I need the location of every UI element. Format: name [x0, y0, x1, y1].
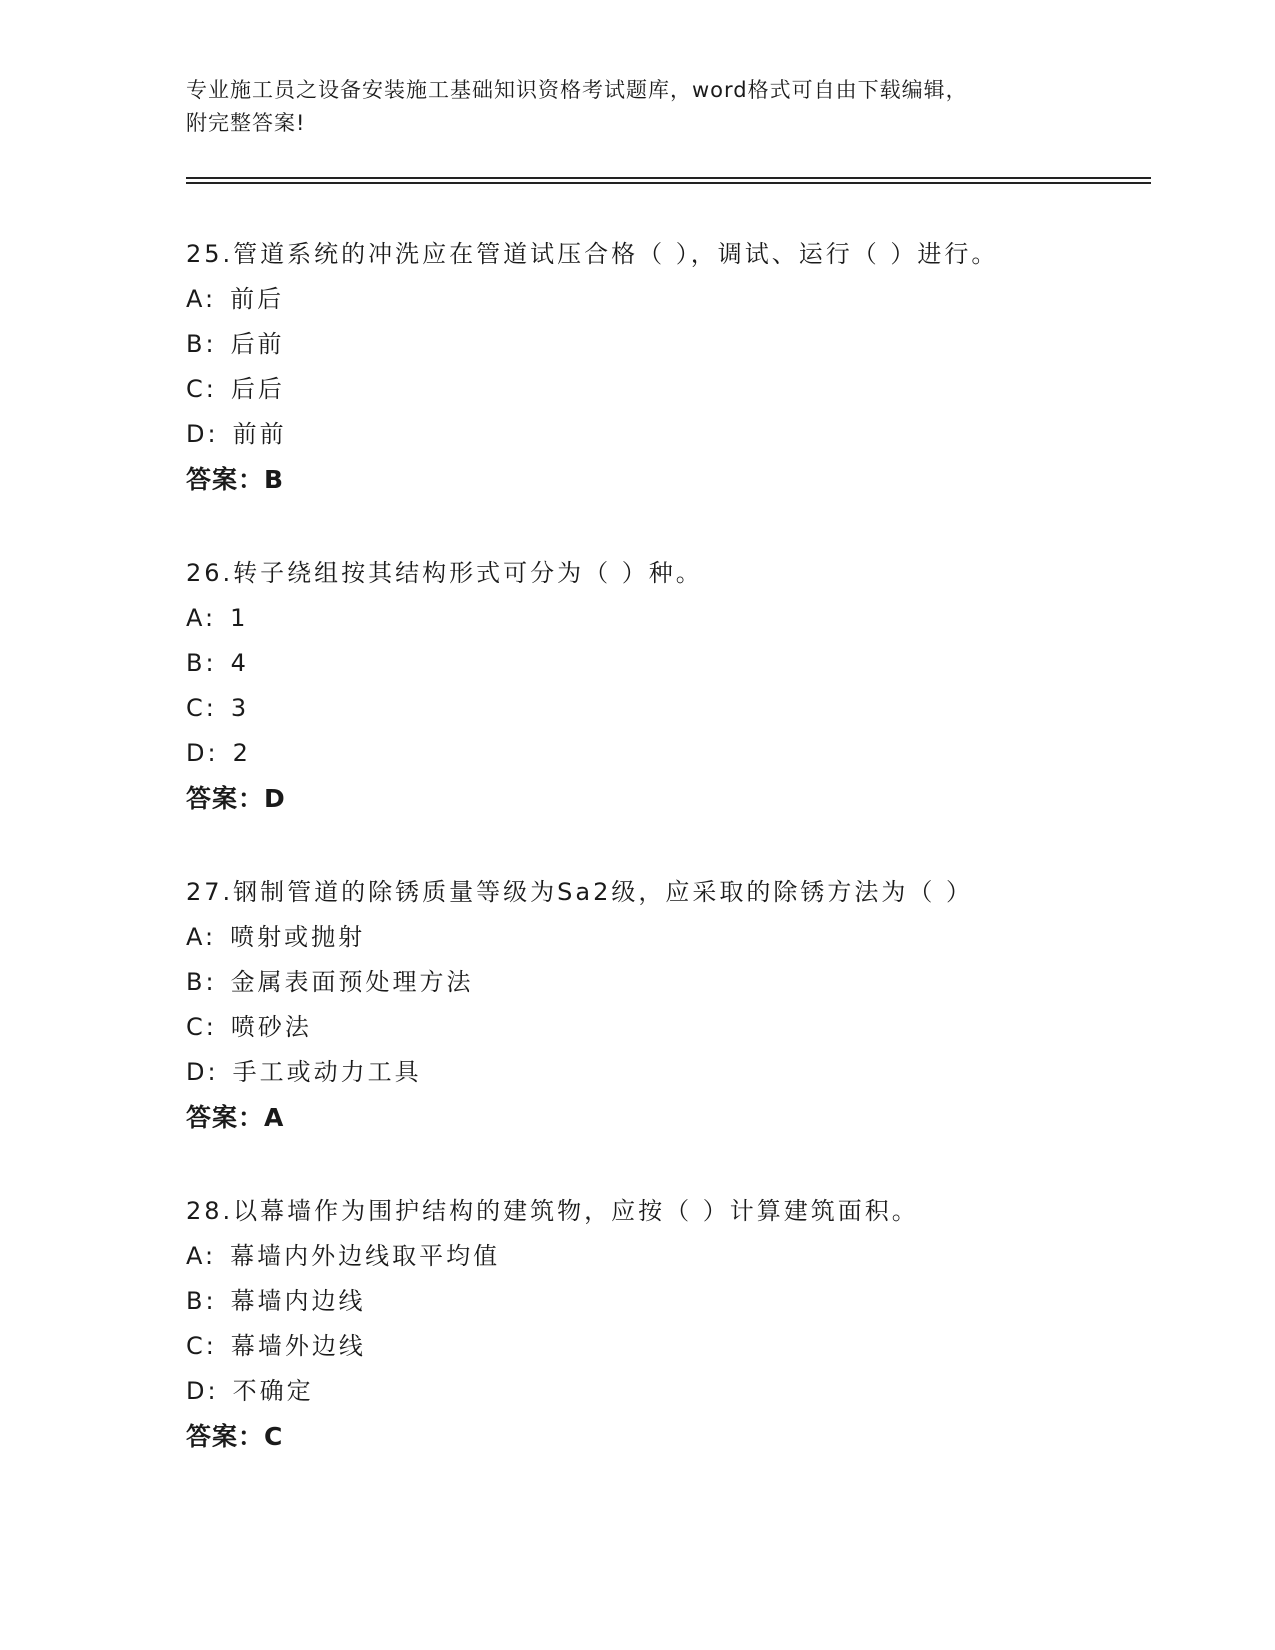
answer-label: 答案：D: [186, 784, 286, 813]
option-a: [186, 1234, 1146, 1279]
option-a: [186, 277, 1146, 322]
answer-label: 答案：A: [186, 1103, 285, 1132]
option-key: C:: [186, 375, 217, 403]
option-b: [186, 641, 1146, 686]
option-text: 2: [232, 739, 251, 767]
option-key: B:: [186, 330, 217, 358]
question-title: 27.钢制管道的除锈质量等级为Sa2级，应采取的除锈方法为（ ）: [186, 878, 974, 906]
option-text: 前后: [230, 285, 285, 313]
option-d: [186, 412, 1146, 457]
option-key: A:: [186, 1242, 217, 1270]
option-text: 1: [230, 604, 249, 632]
option-text: 幕墙外边线: [230, 1332, 366, 1360]
option-key: A:: [186, 285, 217, 313]
option-text: 手工或动力工具: [232, 1058, 422, 1086]
option-key: C:: [186, 1013, 217, 1041]
option-key: D:: [186, 420, 219, 448]
option-text: 幕墙内外边线取平均值: [230, 1242, 501, 1270]
question-title: 28.以幕墙作为围护结构的建筑物，应按（ ）计算建筑面积。: [186, 1197, 919, 1225]
option-c: [186, 1005, 1146, 1050]
question-title: 25.管道系统的冲洗应在管道试压合格（ ），调试、运行（ ）进行。: [186, 240, 999, 268]
option-key: D:: [186, 1377, 219, 1405]
header-divider-bottom: [186, 182, 1151, 184]
option-text: 后后: [230, 375, 285, 403]
option-text: 后前: [230, 330, 285, 358]
option-key: B:: [186, 649, 217, 677]
option-text: 金属表面预处理方法: [230, 968, 474, 996]
option-key: A:: [186, 923, 217, 951]
option-b: [186, 960, 1146, 1005]
option-d: [186, 731, 1146, 776]
option-c: [186, 1324, 1146, 1369]
option-b: [186, 1279, 1146, 1324]
option-key: C:: [186, 1332, 217, 1360]
option-a: [186, 915, 1146, 960]
question-block: [186, 550, 1146, 822]
option-key: D:: [186, 739, 219, 767]
header-line-2: 附完整答案!: [186, 111, 306, 135]
option-text: 喷砂法: [230, 1013, 312, 1041]
option-text: 前前: [232, 420, 287, 448]
option-text: 3: [230, 694, 250, 722]
header-line-1: 专业施工员之设备安装施工基础知识资格考试题库，word格式可自由下载编辑，: [186, 78, 968, 102]
option-d: [186, 1369, 1146, 1414]
option-key: D:: [186, 1058, 219, 1086]
option-key: B:: [186, 968, 217, 996]
question-title: 26.转子绕组按其结构形式可分为（ ）种。: [186, 559, 703, 587]
option-key: B:: [186, 1287, 217, 1315]
answer-label: 答案：C: [186, 1422, 284, 1451]
option-c: [186, 367, 1146, 412]
question-block: [186, 231, 1146, 503]
option-text: 不确定: [232, 1377, 314, 1405]
header-divider-top: [186, 177, 1151, 179]
option-key: C:: [186, 694, 217, 722]
option-text: 4: [230, 649, 249, 677]
question-block: [186, 869, 1146, 1141]
answer-label: 答案：B: [186, 465, 285, 494]
option-a: [186, 596, 1146, 641]
option-b: [186, 322, 1146, 367]
option-key: A:: [186, 604, 217, 632]
option-c: [186, 686, 1146, 731]
option-text: 幕墙内边线: [230, 1287, 366, 1315]
option-text: 喷射或抛射: [230, 923, 366, 951]
document-header: [186, 74, 1086, 140]
option-d: [186, 1050, 1146, 1095]
question-block: [186, 1188, 1146, 1460]
